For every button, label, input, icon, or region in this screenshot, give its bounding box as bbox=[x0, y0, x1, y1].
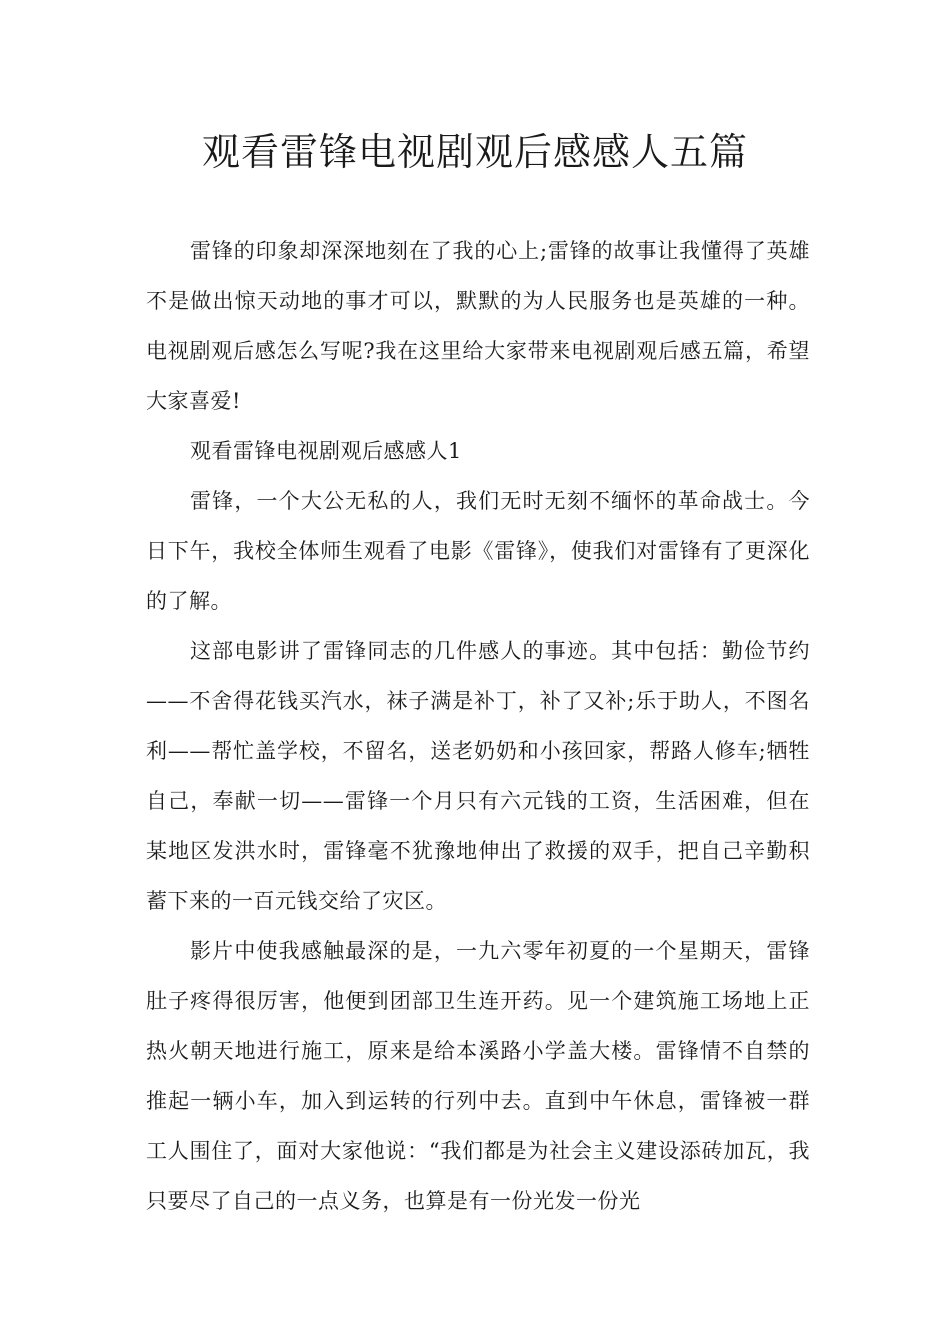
body-paragraph: 影片中使我感触最深的是，一九六零年初夏的一个星期天，雷锋肚子疼得很厉害，他便到团部卫生连开药。见一个建筑施工场地上正热火朝天地进行施工，原来是给本溪路小学盖大楼。雷锋情不自禁的推起一辆小车，加入到运转的行列中去。直到中午休息，雷锋被一群工人围住了，面对大家他说：“我们都是为社会主义建设添砖加瓦，我只要尽了自己的一点义务，也算是有一份光发一份光 bbox=[146, 939, 810, 1213]
document-title: 观看雷锋电视剧观后感感人五篇 bbox=[201, 130, 748, 174]
section-heading: 观看雷锋电视剧观后感感人1 bbox=[190, 439, 462, 463]
document-body bbox=[146, 226, 810, 1226]
body-paragraph: 雷锋，一个大公无私的人，我们无时无刻不缅怀的革命战士。今日下午，我校全体师生观看了电影《雷锋》，使我们对雷锋有了更深化的了解。 bbox=[146, 489, 810, 613]
intro-paragraph: 雷锋的印象却深深地刻在了我的心上;雷锋的故事让我懂得了英雄不是做出惊天动地的事才可以，默默的为人民服务也是英雄的一种。电视剧观后感怎么写呢?我在这里给大家带来电视剧观后感五篇，希望大家喜爱! bbox=[146, 239, 810, 413]
body-paragraph: 这部电影讲了雷锋同志的几件感人的事迹。其中包括：勤俭节约——不舍得花钱买汽水，袜子满是补丁，补了又补;乐于助人，不图名利——帮忙盖学校，不留名，送老奶奶和小孩回家，帮路人修车;牺牲自己，奉献一切——雷锋一个月只有六元钱的工资，生活困难，但在某地区发洪水时，雷锋毫不犹豫地伸出了救援的双手，把自己辛勤积蓄下来的一百元钱交给了灾区。 bbox=[146, 639, 810, 913]
